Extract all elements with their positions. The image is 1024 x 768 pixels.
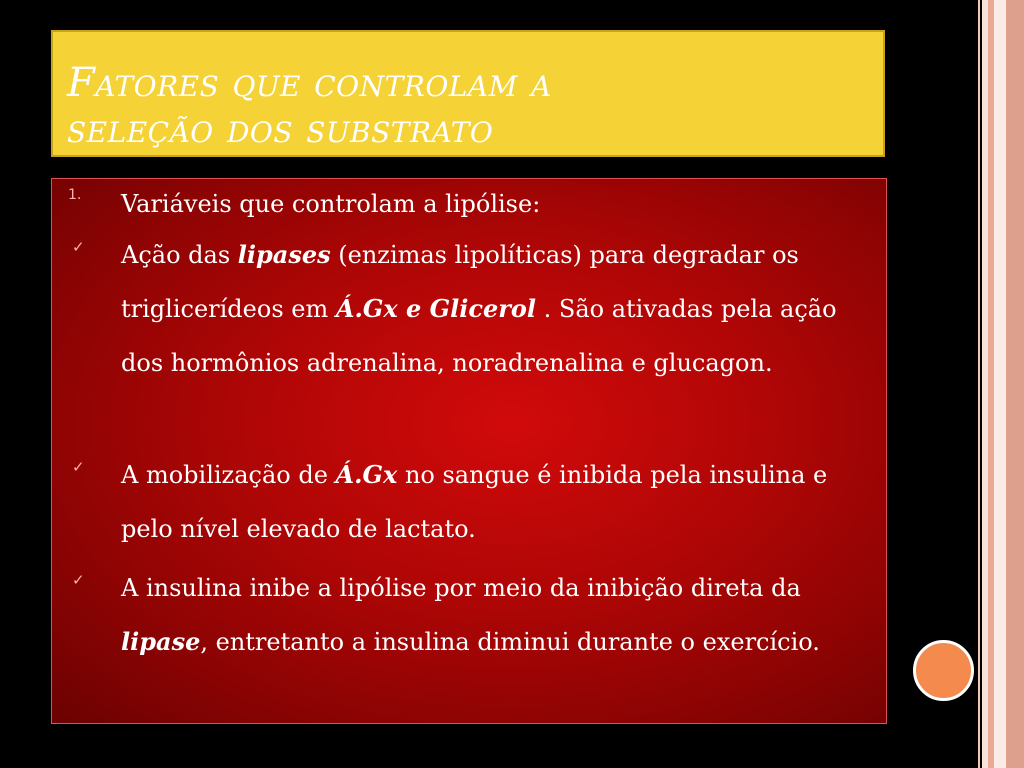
text-segment: Ação das [121, 241, 238, 269]
title-banner [51, 30, 885, 157]
emphasis-text: Á.Gx e Glicerol [335, 294, 537, 323]
list-item-text [121, 448, 881, 556]
checkmark-icon: ✓ [72, 571, 85, 589]
text-segment: (enzimas lipolíticas) para degradar os triglicerídeos em [121, 241, 799, 323]
list-item-text [121, 561, 881, 669]
text-segment: , entretanto a insulina diminui durante o exercício. [200, 628, 820, 656]
item-text: Variáveis que controlam a lipólise: [121, 190, 541, 218]
checkmark-icon: ✓ [72, 238, 85, 256]
slide-title [67, 60, 552, 152]
title-line-1: Fatores que controlam a [67, 60, 552, 106]
list-number: 1. [68, 187, 82, 203]
list-item-text [121, 228, 881, 390]
decor-stripe [1006, 0, 1024, 768]
checkmark-icon: ✓ [72, 458, 85, 476]
content-panel [51, 178, 887, 724]
text-segment: . São ativadas pela ação dos hormônios adrenalina, noradrenalina e glucagon. [121, 295, 837, 377]
title-line-2: seleção dos substrato [67, 106, 494, 152]
decor-stripe [994, 0, 1006, 768]
text-segment: no sangue é inibida pela insulina e pelo nível elevado de lactato. [121, 461, 828, 543]
decor-circle [913, 640, 974, 701]
emphasis-text: lipase [121, 627, 201, 656]
text-segment: A insulina inibe a lipólise por meio da inibição direta da [121, 574, 801, 602]
decor-stripe [978, 0, 980, 768]
emphasis-text: Á.Gx [335, 460, 398, 489]
emphasis-text: lipases [237, 240, 331, 269]
list-item-text [121, 181, 881, 227]
text-segment: A mobilização de [121, 461, 336, 489]
